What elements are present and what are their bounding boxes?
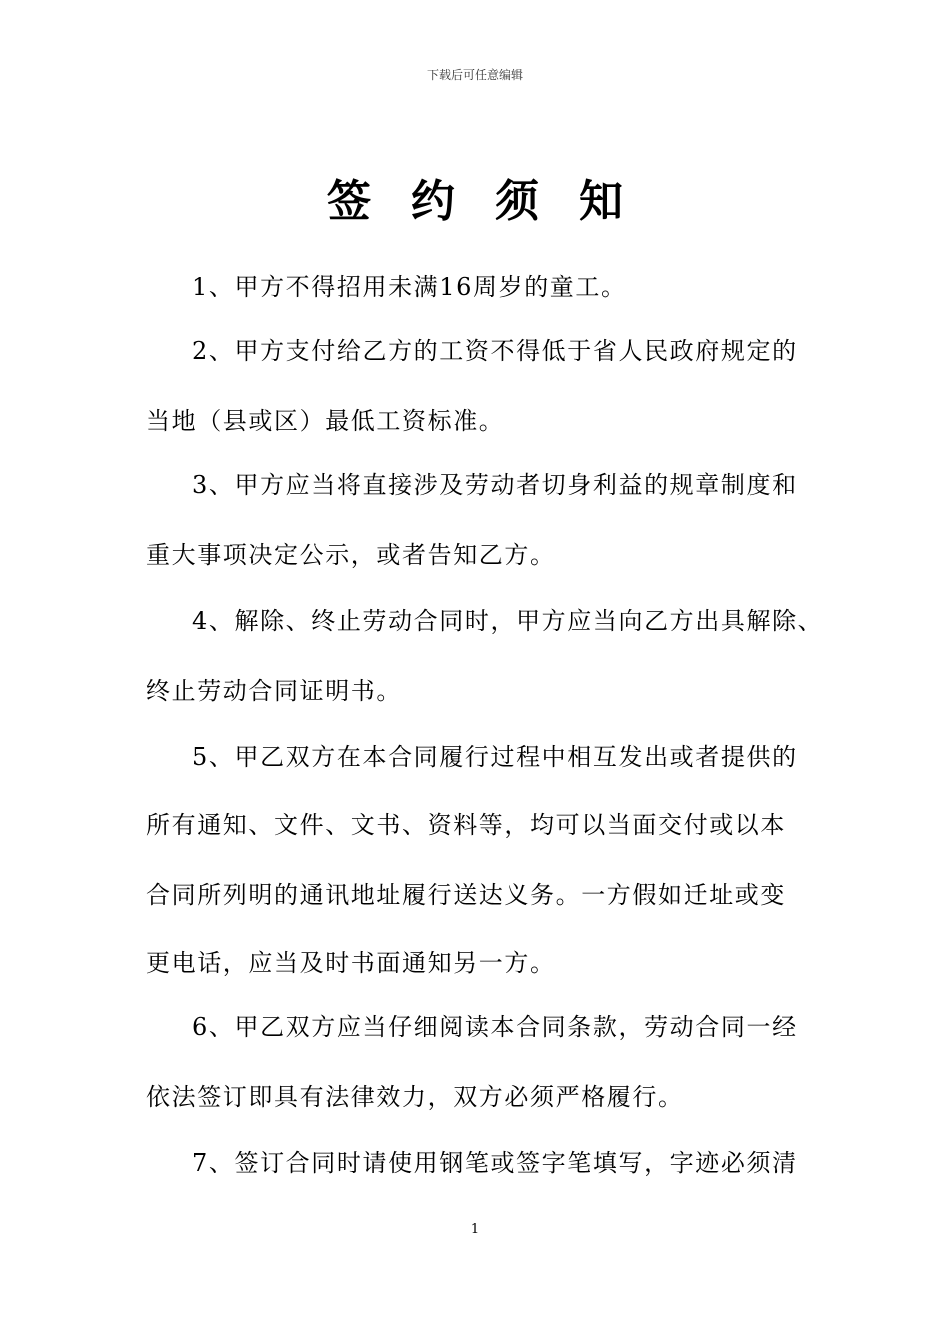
clause-2-line-2: 当地（县或区）最低工资标准。 bbox=[146, 407, 505, 435]
clause-4-line-2: 终止劳动合同证明书。 bbox=[146, 677, 402, 705]
clause-5-line-4: 更电话，应当及时书面通知另一方。 bbox=[146, 949, 556, 977]
clause-3-line-2: 重大事项决定公示，或者告知乙方。 bbox=[146, 541, 556, 569]
clause-5-line-2: 所有通知、文件、文书、资料等，均可以当面交付或以本 bbox=[146, 811, 786, 839]
clause-6-line-1: 6、甲乙双方应当仔细阅读本合同条款，劳动合同一经 bbox=[192, 1013, 798, 1041]
clause-4-line-1: 4、解除、终止劳动合同时，甲方应当向乙方出具解除、 bbox=[192, 607, 824, 635]
clause-7-line-1: 7、签订合同时请使用钢笔或签字笔填写，字迹必须清 bbox=[192, 1149, 798, 1177]
title-char-1: 签 bbox=[327, 176, 371, 227]
title-char-4: 知 bbox=[579, 176, 623, 227]
clause-5-line-3: 合同所列明的通讯地址履行送达义务。一方假如迁址或变 bbox=[146, 881, 786, 909]
clause-5-line-1: 5、甲乙双方在本合同履行过程中相互发出或者提供的 bbox=[192, 743, 798, 771]
page-number: 1 bbox=[470, 1222, 480, 1237]
clause-3-line-1: 3、甲方应当将直接涉及劳动者切身利益的规章制度和 bbox=[192, 471, 798, 499]
clause-2-line-1: 2、甲方支付给乙方的工资不得低于省人民政府规定的 bbox=[192, 337, 798, 365]
title-char-2: 约 bbox=[411, 176, 455, 227]
clause-6-line-2: 依法签订即具有法律效力，双方必须严格履行。 bbox=[146, 1083, 684, 1111]
clause-1-line-1: 1、甲方不得招用未满16周岁的童工。 bbox=[192, 273, 627, 301]
page-header: 下载后可任意编辑 bbox=[426, 68, 523, 82]
document-title bbox=[0, 172, 950, 232]
title-char-3: 须 bbox=[495, 176, 539, 227]
